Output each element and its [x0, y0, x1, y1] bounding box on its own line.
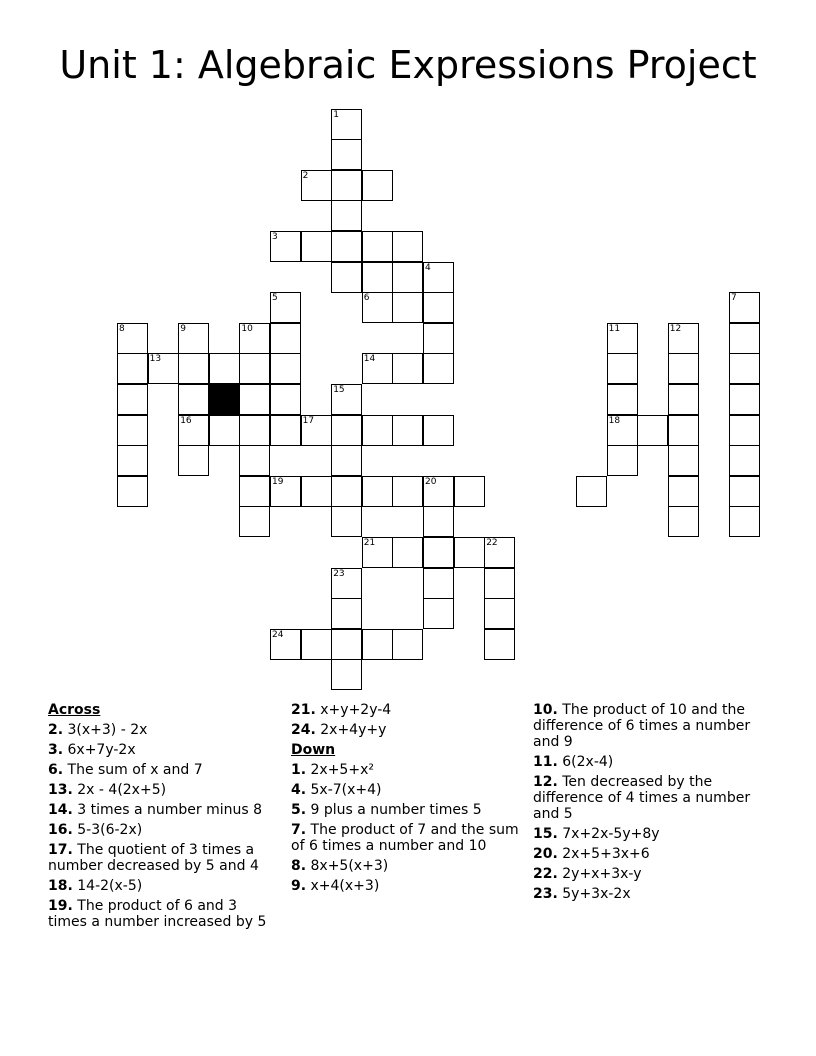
grid-cell[interactable]	[331, 170, 362, 201]
grid-cell[interactable]	[423, 262, 454, 293]
clue-item-text: 14-2(x-5)	[72, 878, 143, 894]
grid-cell[interactable]	[423, 598, 454, 629]
clue-number: 16	[180, 415, 192, 426]
clue-item-number: 4.	[291, 782, 307, 798]
clue-item-text: x+y+2y-4	[315, 702, 392, 718]
clue-item	[48, 842, 280, 874]
grid-cell[interactable]	[239, 384, 270, 415]
grid-cell[interactable]	[178, 415, 209, 446]
grid-cell[interactable]	[729, 476, 760, 507]
clue-item-text: The sum of x and 7	[63, 762, 203, 778]
grid-cell[interactable]	[331, 262, 362, 293]
grid-cell[interactable]	[270, 231, 301, 262]
clue-item	[48, 802, 280, 818]
grid-cell[interactable]	[484, 568, 515, 599]
clue-number: 4	[425, 262, 431, 273]
grid-cell[interactable]	[331, 109, 362, 140]
grid-cell[interactable]	[392, 629, 423, 660]
grid-cell[interactable]	[117, 323, 148, 354]
grid-cell[interactable]	[362, 231, 393, 262]
grid-cell[interactable]	[270, 476, 301, 507]
grid-cell[interactable]	[392, 537, 423, 568]
grid-cell[interactable]	[301, 170, 332, 201]
grid-cell[interactable]	[484, 629, 515, 660]
grid-cell[interactable]	[331, 231, 362, 262]
clue-number: 13	[149, 354, 162, 365]
clue-item-number: 11.	[533, 754, 558, 770]
clue-item	[291, 782, 519, 798]
grid-cell[interactable]	[392, 476, 423, 507]
grid-cell[interactable]	[331, 445, 362, 476]
clue-number: 1	[333, 109, 339, 120]
grid-cell[interactable]	[392, 262, 423, 293]
grid-cell[interactable]	[607, 323, 638, 354]
clue-item-number: 8.	[291, 858, 307, 874]
clue-number: 18	[608, 415, 621, 426]
clue-item	[291, 858, 519, 874]
grid-cell[interactable]	[178, 445, 209, 476]
clue-item	[48, 742, 280, 758]
grid-cell[interactable]	[607, 415, 638, 446]
clue-number: 7	[731, 293, 737, 304]
grid-cell[interactable]	[423, 323, 454, 354]
clue-item-number: 10.	[533, 702, 558, 718]
grid-cell[interactable]	[301, 415, 332, 446]
grid-cell[interactable]	[117, 476, 148, 507]
grid-cell[interactable]	[607, 445, 638, 476]
clue-number: 20	[425, 476, 437, 487]
grid-cell[interactable]	[331, 476, 362, 507]
grid-cell[interactable]	[331, 200, 362, 231]
grid-cell[interactable]	[668, 415, 699, 446]
grid-cell[interactable]	[362, 629, 393, 660]
clue-number: 8	[119, 323, 125, 334]
grid-cell[interactable]	[729, 415, 760, 446]
grid-cell[interactable]	[239, 476, 270, 507]
clue-item	[533, 826, 773, 842]
grid-cell[interactable]	[331, 568, 362, 599]
clue-item-number: 19.	[48, 898, 73, 914]
grid-cell[interactable]	[209, 415, 240, 446]
clue-item-number: 13.	[48, 782, 73, 798]
clue-item	[48, 762, 280, 778]
clue-item-text: 2x - 4(2x+5)	[72, 782, 167, 798]
clue-item	[291, 802, 519, 818]
clue-number: 22	[486, 538, 498, 548]
grid-cell[interactable]	[392, 292, 423, 323]
grid-cell[interactable]	[117, 353, 148, 384]
clue-item-text: 2x+5+3x+6	[557, 846, 650, 862]
grid-cell[interactable]	[423, 568, 454, 599]
grid-cell[interactable]	[270, 629, 301, 660]
clue-item-number: 20.	[533, 846, 558, 862]
clue-column-3	[533, 702, 773, 906]
clue-item	[533, 886, 773, 902]
clue-item	[533, 754, 773, 770]
grid-cell[interactable]	[423, 353, 454, 384]
clue-item-text: 2y+x+3x-y	[557, 866, 642, 882]
grid-cell[interactable]	[484, 598, 515, 629]
grid-cell[interactable]	[239, 445, 270, 476]
clue-number: 10	[241, 323, 253, 334]
grid-cell[interactable]	[362, 262, 393, 293]
clue-item-text: 5-3(6-2x)	[72, 822, 143, 838]
grid-cell[interactable]	[423, 415, 454, 446]
grid-cell[interactable]	[148, 353, 179, 384]
grid-cell[interactable]	[209, 353, 240, 384]
grid-cell[interactable]	[423, 476, 454, 507]
clue-item-text: The product of 10 and the difference of 6 times a number and 9	[533, 702, 751, 750]
clue-item-text: The product of 6 and 3 times a number increased by 5	[48, 898, 267, 930]
clue-number: 11	[608, 323, 621, 334]
grid-cell[interactable]	[668, 476, 699, 507]
clue-item-text: 2x+5+x²	[306, 762, 374, 778]
clue-number: 21	[363, 538, 376, 548]
grid-cell[interactable]	[362, 292, 393, 323]
clue-item	[533, 702, 773, 750]
clue-item-number: 17.	[48, 842, 73, 858]
grid-cell[interactable]	[729, 292, 760, 323]
grid-cell[interactable]	[423, 292, 454, 323]
clue-item-number: 18.	[48, 878, 73, 894]
clue-item-text: 3 times a number minus 8	[72, 802, 263, 818]
clue-item-number: 14.	[48, 802, 73, 818]
clue-number: 23	[333, 568, 345, 579]
clue-item-text: 8x+5(x+3)	[306, 858, 389, 874]
clue-number: 14	[363, 354, 376, 365]
grid-cell[interactable]	[239, 415, 270, 446]
grid-cell[interactable]	[301, 629, 332, 660]
grid-cell[interactable]	[178, 323, 209, 354]
grid-cell[interactable]	[668, 353, 699, 384]
clue-item-text: 3(x+3) - 2x	[63, 722, 148, 738]
clue-number: 12	[669, 323, 682, 334]
clue-number: 6	[363, 293, 370, 304]
grid-cell[interactable]	[270, 384, 301, 415]
clue-item-text: 5y+3x-2x	[557, 886, 631, 902]
grid-cell[interactable]	[362, 353, 393, 384]
black-cell	[209, 384, 240, 415]
clue-item-number: 2.	[48, 722, 64, 738]
clue-number: 17	[302, 415, 315, 426]
clue-item-number: 16.	[48, 822, 73, 838]
grid-cell[interactable]	[362, 537, 393, 568]
clue-item-number: 5.	[291, 802, 307, 818]
clue-item-text: Ten decreased by the difference of 4 times a number and 5	[533, 774, 751, 822]
clue-item-text: x+4(x+3)	[306, 878, 380, 894]
clue-item-number: 15.	[533, 826, 558, 842]
grid-cell[interactable]	[392, 415, 423, 446]
clue-item-text: 5x-7(x+4)	[306, 782, 382, 798]
grid-cell[interactable]	[729, 506, 760, 537]
grid-cell[interactable]	[331, 506, 362, 537]
grid-cell[interactable]	[668, 323, 699, 354]
clue-item-text: 2x+4y+y	[315, 722, 387, 738]
grid-cell[interactable]	[239, 506, 270, 537]
grid-cell[interactable]	[729, 323, 760, 354]
clue-item	[48, 822, 280, 838]
clue-item-number: 3.	[48, 742, 64, 758]
grid-cell[interactable]	[362, 476, 393, 507]
clue-item	[291, 878, 519, 894]
grid-cell[interactable]	[331, 384, 362, 415]
clue-number: 19	[272, 476, 284, 487]
page-title: Unit 1: Algebraic Expressions Project	[59, 43, 757, 87]
clue-item	[291, 702, 519, 718]
grid-cell[interactable]	[270, 292, 301, 323]
grid-cell[interactable]	[362, 170, 393, 201]
grid-cell[interactable]	[301, 231, 332, 262]
clue-item	[291, 762, 519, 778]
grid-cell[interactable]	[301, 476, 332, 507]
grid-cell[interactable]	[607, 384, 638, 415]
grid-cell[interactable]	[270, 353, 301, 384]
clue-item-text: 7x+2x-5y+8y	[557, 826, 660, 842]
grid-cell[interactable]	[331, 415, 362, 446]
grid-cell[interactable]	[178, 353, 209, 384]
grid-cell[interactable]	[576, 476, 607, 507]
clue-item	[533, 866, 773, 882]
clue-number: 9	[180, 323, 186, 334]
grid-cell[interactable]	[423, 506, 454, 537]
clue-item	[533, 846, 773, 862]
clue-item-number: 12.	[533, 774, 558, 790]
grid-cell[interactable]	[239, 353, 270, 384]
clue-item-text: The quotient of 3 times a number decreased by 5 and 4	[48, 842, 259, 874]
grid-cell[interactable]	[362, 415, 393, 446]
clue-item	[291, 722, 519, 738]
down-heading: Down	[291, 742, 336, 758]
across-heading: Across	[48, 702, 101, 718]
grid-cell[interactable]	[392, 231, 423, 262]
grid-cell[interactable]	[668, 506, 699, 537]
clue-item-number: 24.	[291, 722, 316, 738]
clue-item-number: 7.	[291, 822, 307, 838]
grid-cell[interactable]	[117, 415, 148, 446]
grid-cell[interactable]	[178, 384, 209, 415]
grid-cell[interactable]	[423, 537, 454, 568]
clue-item-number: 1.	[291, 762, 307, 778]
clue-item	[48, 722, 280, 738]
clue-number: 15	[333, 385, 345, 395]
grid-cell[interactable]	[607, 353, 638, 384]
grid-cell[interactable]	[729, 353, 760, 384]
grid-cell[interactable]	[729, 384, 760, 415]
clue-number: 2	[302, 170, 309, 181]
clue-number: 5	[272, 293, 278, 304]
clue-number: 24	[272, 629, 284, 640]
clue-item	[48, 878, 280, 894]
grid-cell[interactable]	[270, 415, 301, 446]
clue-column-2	[291, 702, 519, 898]
grid-cell[interactable]	[331, 659, 362, 690]
clue-number: 3	[272, 232, 278, 242]
grid-cell[interactable]	[117, 384, 148, 415]
clue-item-text: 9 plus a number times 5	[306, 802, 482, 818]
clue-item-number: 23.	[533, 886, 558, 902]
clue-item-number: 22.	[533, 866, 558, 882]
grid-cell[interactable]	[668, 445, 699, 476]
grid-cell[interactable]	[729, 445, 760, 476]
grid-cell[interactable]	[392, 353, 423, 384]
grid-cell[interactable]	[331, 598, 362, 629]
grid-cell[interactable]	[331, 629, 362, 660]
grid-cell[interactable]	[454, 537, 485, 568]
grid-cell[interactable]	[668, 384, 699, 415]
clue-item-number: 21.	[291, 702, 316, 718]
clue-item-number: 6.	[48, 762, 64, 778]
grid-cell[interactable]	[484, 537, 515, 568]
clue-item	[48, 782, 280, 798]
grid-cell[interactable]	[117, 445, 148, 476]
grid-cell[interactable]	[239, 323, 270, 354]
clue-column-1	[48, 702, 280, 934]
clue-item-text: 6x+7y-2x	[63, 742, 136, 758]
grid-cell[interactable]	[270, 323, 301, 354]
clue-item-text: 6(2x-4)	[557, 754, 614, 770]
grid-cell[interactable]	[454, 476, 485, 507]
clue-item	[48, 898, 280, 930]
grid-cell[interactable]	[637, 415, 668, 446]
clue-item-number: 9.	[291, 878, 307, 894]
clue-item	[291, 822, 519, 854]
clue-item	[533, 774, 773, 822]
grid-cell[interactable]	[331, 139, 362, 170]
clue-item-text: The product of 7 and the sum of 6 times a number and 10	[291, 822, 519, 854]
